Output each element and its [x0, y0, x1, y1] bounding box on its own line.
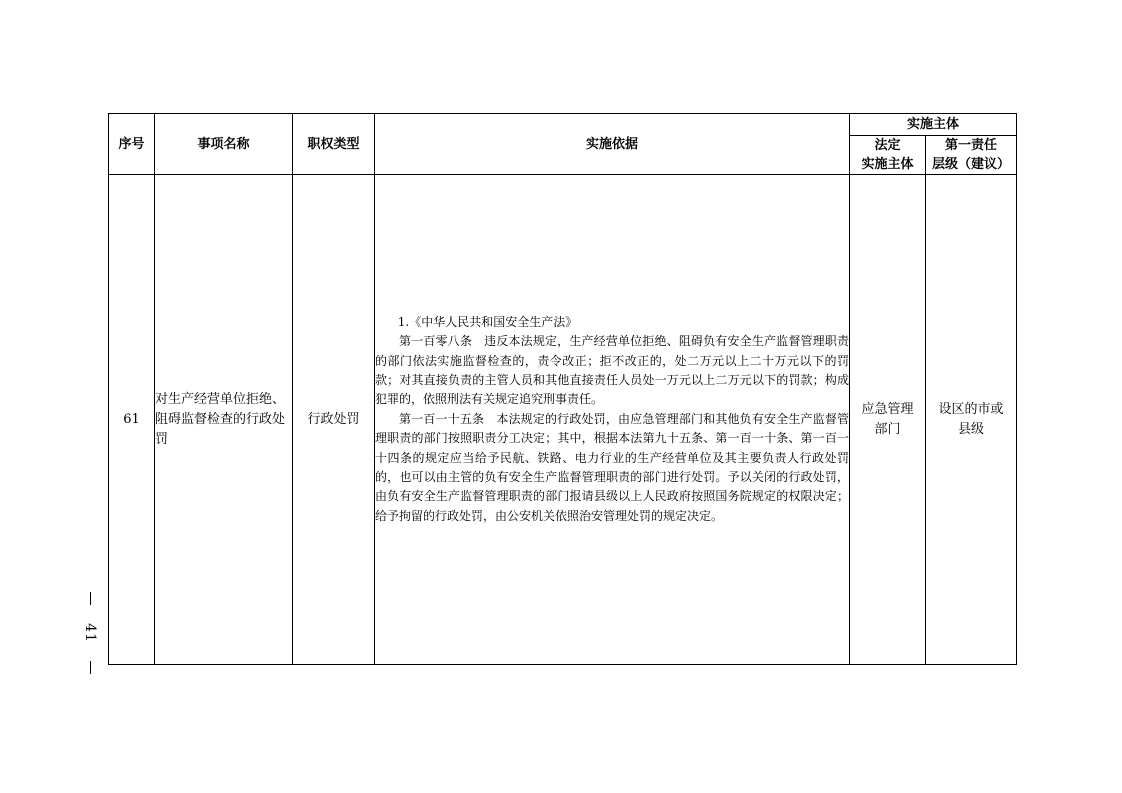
basis-article-108: 第一百零八条 违反本法规定，生产经营单位拒绝、阻碍负有安全生产监督管理职责的部门依法实施监督检查的，责令改正；拒不改正的，处二万元以上二十万元以下的罚款；对其直接负责的主管人员和其他直接责任人员处一万元以上二万元以下的罚款；构成犯罪的，依照刑法有关规定追究刑事责任。	[375, 334, 849, 407]
page-number-text: 41	[81, 623, 98, 643]
cell-first-resp-level: 设区的市或县级	[926, 175, 1017, 665]
header-item-name: 事项名称	[155, 114, 293, 175]
table-row	[109, 175, 1017, 665]
header-subject: 实施主体	[850, 114, 1017, 136]
page-number	[70, 592, 110, 674]
cell-power-type: 行政处罚	[293, 175, 375, 665]
page-number-dash-bottom	[90, 661, 91, 674]
page-number-dash-top	[90, 592, 91, 605]
header-first-resp-line1: 第一责任	[945, 138, 998, 153]
basis-article-115: 第一百一十五条 本法规定的行政处罚，由应急管理部门和其他负有安全生产监督管理职责的部门按照职责分工决定；其中，根据本法第九十五条、第一百一十条、第一百一十四条的规定应当给予民航、铁路、电力行业的生产经营单位及其主要负责人行政处罚的，也可以由主管的负有安全生产监督管理职责的部门进行处罚。予以关闭的行政处罚，由负有安全生产监督管理职责的部门报请县级以上人民政府按照国务院规定的权限决定；给予拘留的行政处罚，由公安机关依照治安管理处罚的规定决定。	[375, 411, 849, 523]
cell-seq: 61	[109, 175, 155, 665]
cell-item-name: 对生产经营单位拒绝、阻碍监督检查的行政处罚	[155, 175, 293, 665]
cell-basis	[375, 175, 850, 665]
header-first-responsibility	[926, 136, 1017, 175]
header-legal-subject-line1: 法定	[874, 138, 901, 153]
header-legal-subject-line2: 实施主体	[861, 157, 914, 172]
header-power-type: 职权类型	[293, 114, 375, 175]
header-basis: 实施依据	[375, 114, 850, 175]
basis-law-title: 1.《中华人民共和国安全生产法》	[397, 314, 578, 329]
power-list-table	[108, 113, 1017, 665]
header-legal-subject	[850, 136, 926, 175]
cell-legal-subject: 应急管理部门	[850, 175, 926, 665]
header-seq: 序号	[109, 114, 155, 175]
header-first-resp-line2: 层级（建议）	[932, 157, 1011, 172]
